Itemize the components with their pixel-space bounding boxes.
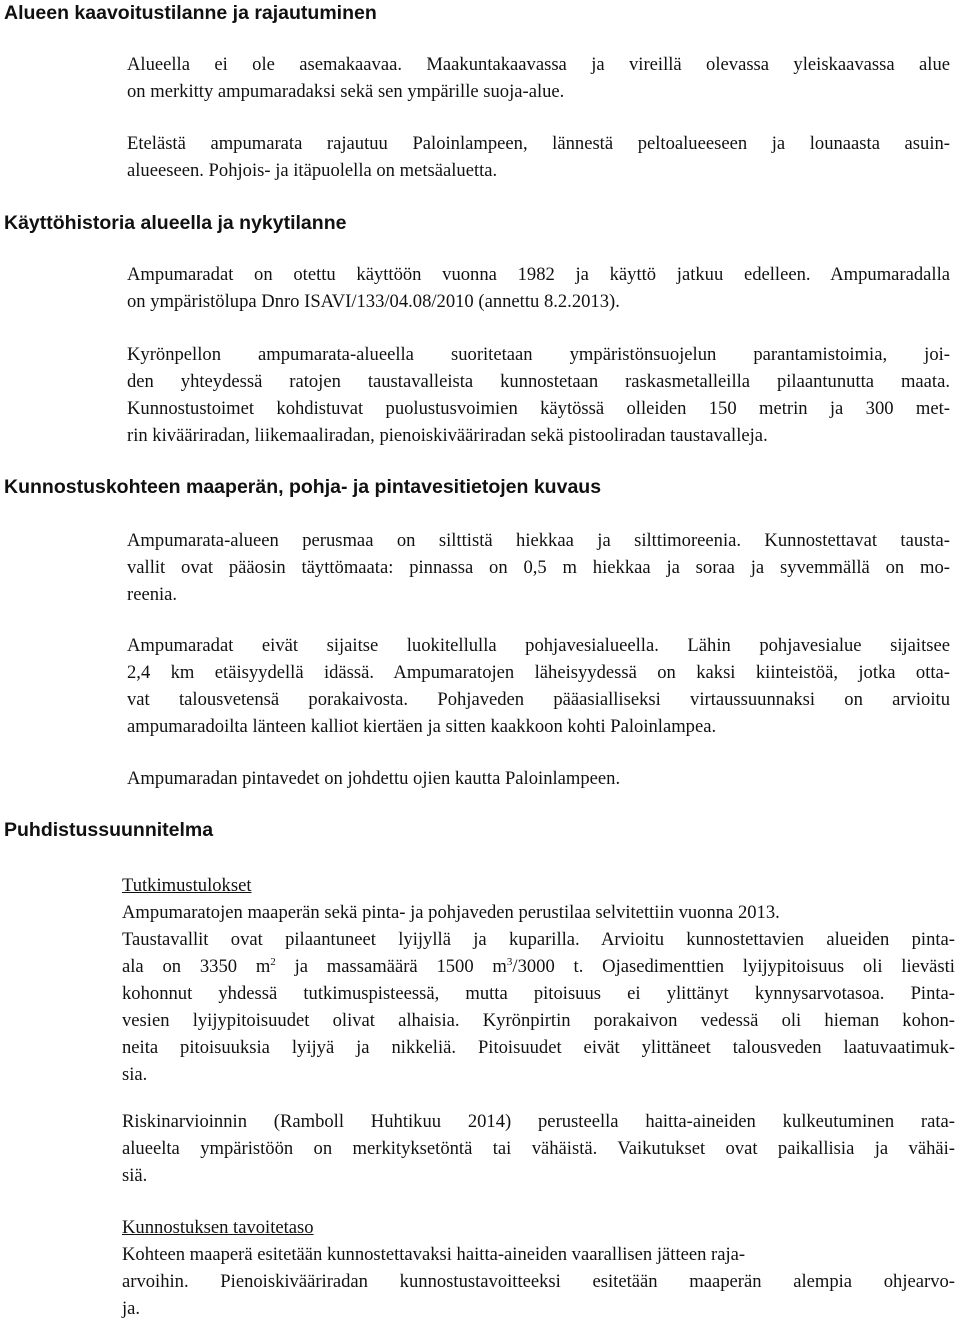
heading-kayttohistoria: Käyttöhistoria alueella ja nykytilanne — [4, 212, 347, 234]
text-line: Taustavallit ovat pilaantuneet lyijyllä ja kuparilla. Arvioitu kunnostettavien alueiden pinta- — [122, 929, 955, 950]
text-line: rin kivääriradan, liikemaaliradan, pienoiskivääriradan sekä pistooliradan taustavalleja. — [127, 425, 768, 446]
text-line: ja. — [122, 1298, 141, 1319]
text-line: Ampumarata-alueen perusmaa on silttistä hiekkaa ja silttimoreenia. Kunnostettavat tausta- — [127, 530, 950, 551]
text-line: vesien lyijypitoisuudet olivat alhaisia. Kyrönpirtin porakaivon vedessä oli hieman kohon- — [122, 1010, 955, 1031]
text-line: alueeseen. Pohjois- ja itäpuolella on metsäaluetta. — [127, 160, 498, 181]
text-line: Etelästä ampumarata rajautuu Paloinlampeen, lännestä peltoalueeseen ja lounaasta asuin- — [127, 133, 950, 154]
text-line: sia. — [122, 1064, 148, 1085]
maapera-paragraph-3 — [127, 765, 950, 792]
text-line: arvoihin. Pienoiskivääriradan kunnostustavoitteeksi esitetään maaperän alempia ohjearvo- — [122, 1271, 955, 1292]
text-line: on ympäristölupa Dnro ISAVI/133/04.08/2010 (annettu 8.2.2013). — [127, 291, 620, 312]
superscript: 2 — [270, 955, 276, 968]
text-line: Alueella ei ole asemakaavaa. Maakuntakaavassa ja vireillä olevassa yleiskaavassa alue — [127, 54, 950, 75]
text-line: vat talousvetensä porakaivosta. Pohjaveden pääasialliseksi virtaussuunnaksi on arvioitu — [127, 689, 950, 710]
heading-maapera: Kunnostuskohteen maaperän, pohja- ja pintavesitietojen kuvaus — [4, 476, 602, 498]
heading-puhdistus: Puhdistussuunnitelma — [4, 819, 214, 841]
text-line: Ampumaradat eivät sijaitse luokitellulla pohjavesialueella. Lähin pohjavesialue sijaitsee — [127, 635, 950, 656]
text-line: den yhteydessä ratojen taustavalleista kunnostetaan raskasmetalleilla pilaantunutta maata. — [127, 371, 950, 392]
text-line: kohonnut yhdessä tutkimuspisteessä, mutta pitoisuus ei ylittänyt kynnysarvotasoa. Pinta- — [122, 983, 955, 1004]
superscript: 3 — [506, 955, 513, 968]
text-line: ampumaradoilta länteen kalliot kiertäen ja sitten kaakkoon kohti Paloinlampea. — [127, 716, 717, 737]
text-line: siä. — [122, 1165, 148, 1186]
subheading-tavoitetaso: Kunnostuksen tavoitetaso — [122, 1217, 314, 1238]
text-line: 2,4 km etäisyydellä idässä. Ampumaratojen läheisyydessä on kaksi kiinteistöä, jotka otta- — [127, 662, 950, 683]
text-line: Kunnostustoimet kohdistuvat puolustusvoimien käytössä olleiden 150 metrin ja 300 met- — [127, 398, 950, 419]
tutkimustulokset-paragraph — [122, 899, 955, 1088]
text-line: Riskinarvioinnin (Ramboll Huhtikuu 2014) perusteella haitta-aineiden kulkeutuminen rata- — [122, 1111, 955, 1132]
tavoitetaso-paragraph — [122, 1241, 955, 1322]
text-line: ala on 3350 $m^2$ ja massamäärä 1500 $m^3/3000$ t. Ojasedimenttien lyijypitoisuus oli lievästi — [122, 955, 955, 977]
maapera-paragraph-1 — [127, 527, 950, 608]
text-line: Kohteen maaperä esitetään kunnostettavaksi haitta-aineiden vaarallisen jätteen raja- — [122, 1244, 746, 1265]
text-line: on merkitty ampumaradaksi sekä sen ympärille suoja-alue. — [127, 81, 565, 102]
subheading-tutkimustulokset: Tutkimustulokset — [122, 875, 252, 896]
text-line: Ampumaratojen maaperän sekä pinta- ja pohjaveden perustilaa selvitettiin vuonna 2013. — [122, 902, 780, 923]
text-line: Ampumaradat on otettu käyttöön vuonna 1982 ja käyttö jatkuu edelleen. Ampumaradalla — [127, 264, 950, 285]
kaavoitus-paragraph-2 — [127, 130, 950, 184]
text-line: neita pitoisuuksia lyijyä ja nikkeliä. Pitoisuudet eivät ylittäneet talousveden laatuvaatimuk- — [122, 1037, 955, 1058]
text-line: reenia. — [127, 584, 178, 605]
maapera-paragraph-2 — [127, 632, 950, 740]
kayttohistoria-paragraph-1 — [127, 261, 950, 315]
text-line: alueelta ympäristöön on merkityksetöntä tai vähäistä. Vaikutukset ovat paikallisia ja vähäi- — [122, 1138, 955, 1159]
text-line: Kyrönpellon ampumarata-alueella suoritetaan ympäristönsuojelun parantamistoimia, joi- — [127, 344, 950, 365]
heading-kaavoitus: Alueen kaavoitustilanne ja rajautuminen — [4, 2, 377, 24]
kayttohistoria-paragraph-2 — [127, 341, 950, 449]
tavoitetaso-heading — [122, 1214, 955, 1241]
riskinarviointi-paragraph — [122, 1108, 955, 1189]
text-line: vallit ovat pääosin täyttömaata: pinnassa on 0,5 m hiekkaa ja soraa ja syvemmällä on mo- — [127, 557, 950, 578]
kaavoitus-paragraph-1 — [127, 51, 950, 105]
text-line: Ampumaradan pintavedet on johdettu ojien kautta Paloinlampeen. — [127, 768, 621, 789]
tutkimustulokset-heading — [122, 872, 955, 899]
